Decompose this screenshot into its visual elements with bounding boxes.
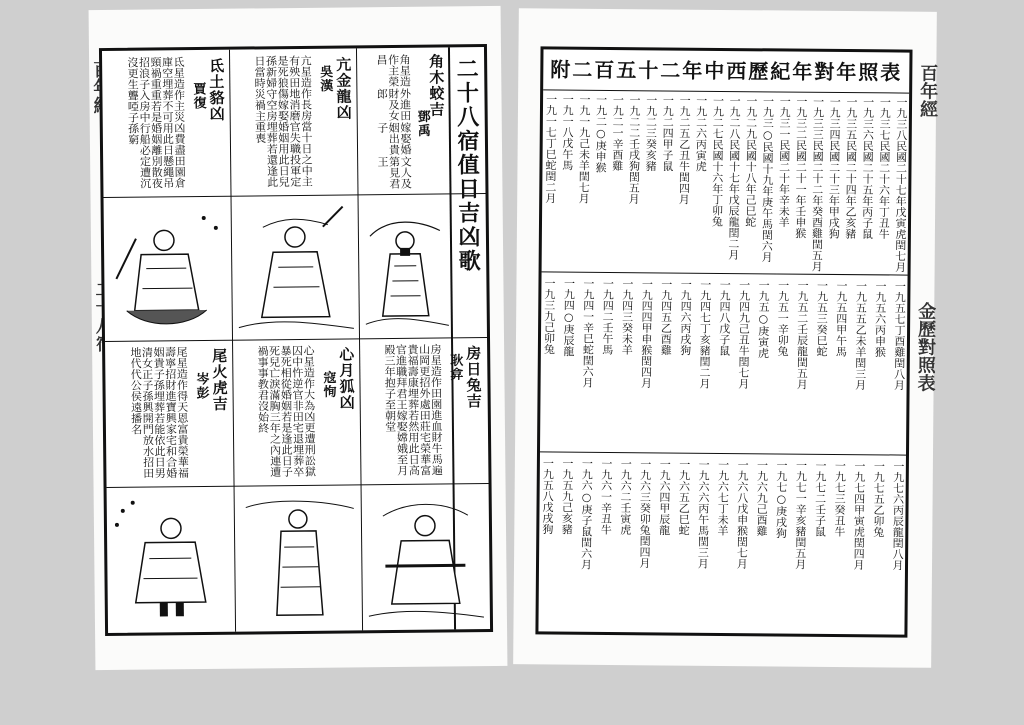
verse-line: 開門放水招田地 <box>128 346 155 479</box>
year-column: 一九四二壬午馬 <box>600 277 615 356</box>
spine-char: 歷 <box>915 319 937 338</box>
year-column: 一九二○庚申猴 <box>594 93 608 173</box>
deity-illustration-xin <box>236 486 361 627</box>
year-column: 一九六三癸卯兔閏四月 <box>637 458 652 569</box>
mansion-name: 角木蛟吉 <box>427 53 446 118</box>
verse-line: 夜招浪子入房中 <box>137 56 164 189</box>
mansion-verse <box>253 55 312 191</box>
year-column: 一九三二民國二十一年壬申猴 <box>793 95 808 239</box>
year-column: 一九一七丁巳蛇閏二月 <box>543 93 558 204</box>
year-column: 一九六五乙巳蛇 <box>677 458 691 536</box>
year-column: 一九三三民國二十二年癸酉雞閏五月 <box>810 95 825 272</box>
year-column: 一九四○庚辰龍 <box>561 277 576 357</box>
year-column: 一九四七丁亥豬閏二月 <box>697 278 712 389</box>
year-column: 一九五七丁酉雞閏八月 <box>892 280 907 391</box>
verse-line: 埋葬若然用此日 <box>406 387 421 465</box>
year-column: 一九六八戊申猴閏七月 <box>735 459 750 570</box>
mansion-verse <box>126 56 185 192</box>
year-column: 一九二七民國十六年丁卯兔 <box>710 94 725 227</box>
year-column: 一九七五乙卯兔 <box>871 460 886 538</box>
spine-text-right <box>914 64 940 118</box>
year-column: 一九六二壬寅虎 <box>618 458 633 536</box>
year-column: 一九四八戊子鼠 <box>717 278 732 357</box>
year-column: 一九二二壬戌狗閏五月 <box>627 94 642 205</box>
year-column: 一九五三癸巳蛇 <box>814 279 829 357</box>
spine-char: 表 <box>914 373 936 392</box>
year-block-1917-1938 <box>544 93 908 272</box>
mansion-verse <box>256 345 315 481</box>
verse-line: 懸繩吊頸禍重重 <box>148 56 175 189</box>
year-column: 一九四三癸未羊 <box>620 278 634 356</box>
year-block-1958-1976 <box>540 457 903 628</box>
verse-line: 兒孫新婦守空房 <box>264 55 291 188</box>
year-column: 一九五八戊戌狗 <box>540 457 555 535</box>
verse-line: 招財進寶興家宅 <box>163 368 178 446</box>
year-table <box>535 46 912 637</box>
mansion-verse <box>375 54 411 189</box>
year-column: 一九五四甲午馬 <box>834 279 849 358</box>
mansion-cell-kang <box>231 50 356 193</box>
verse-line: 更招外處田莊宅 <box>417 365 432 443</box>
year-column: 一九二五乙丑牛閏四月 <box>677 94 692 205</box>
spine-char: 年 <box>917 81 939 100</box>
verse-line: 子死兒亡淚滿胸 <box>267 345 294 478</box>
verse-line: 埋葬卒暴死相從 <box>278 345 305 478</box>
year-column: 一九五○庚寅虎 <box>756 279 771 359</box>
verse-line: 榮華富貴福壽康 <box>405 343 432 476</box>
year-column: 一九六七丁未羊 <box>716 458 730 537</box>
year-column: 一九二四甲子鼠 <box>660 94 675 172</box>
spine-char: 經 <box>916 99 939 118</box>
year-column: 一九五二壬辰龍閏五月 <box>795 279 810 390</box>
mansion-name: 亢金龍凶 <box>334 56 353 121</box>
year-column: 一九二八民國十七年戊辰龍閏二月 <box>726 95 742 261</box>
left-page <box>89 6 508 670</box>
mansion-general: 鄧禹 <box>414 109 430 138</box>
year-column: 一九五九己亥豬 <box>560 457 574 535</box>
year-column: 一九七二壬子鼠 <box>813 459 828 537</box>
verse-line: 若是婚姻離別散 <box>149 100 164 178</box>
year-column: 一九七四甲寅虎閏四月 <box>852 460 866 571</box>
verse-line: 尾星造作得天恩 <box>175 346 189 424</box>
year-column: 一九六○庚子鼠閏六月 <box>579 457 594 570</box>
verse-line: 埋葬不可用此日 <box>160 78 175 156</box>
verse-line: 氐星造作主災凶 <box>172 56 186 134</box>
year-column: 一九三○民國十九年庚午馬閏六月 <box>760 95 775 263</box>
year-column: 一九一九己未羊閏七月 <box>577 93 592 204</box>
verse-line: 嫁娶嫦娥至月殿 <box>382 343 409 476</box>
spine-char: 金 <box>915 301 937 320</box>
year-column: 一九四一辛巳蛇閏六月 <box>581 277 596 388</box>
mansion-general: 耿弇 <box>447 353 463 382</box>
verse-line: 代代公侯遠播名 <box>129 357 143 435</box>
verse-line: 埋葬若能依此日 <box>152 390 167 468</box>
table-title: 附二百五十二年中西歷紀年對年照表 <box>543 49 909 93</box>
mansion-cell-fang <box>361 339 486 482</box>
verse-line: 三年抱子至朝堂 <box>382 354 397 433</box>
year-column: 一九二三癸亥豬 <box>644 94 658 172</box>
right-page <box>513 8 937 668</box>
verse-line: 角星造作主榮昌 <box>374 53 412 88</box>
year-column: 一九七一辛亥豬閏五月 <box>793 459 808 570</box>
verse-line: 心星造作大為凶 <box>302 344 316 422</box>
year-column: 一九三六民國二十五年丙子鼠 <box>860 96 875 240</box>
year-column: 一九三七民國二十六年丁丑牛 <box>877 96 892 240</box>
verse-line: 事事教君沒始終 <box>256 356 270 434</box>
deity-illustration-wei <box>109 488 234 629</box>
mansion-name: 氐土貉凶 <box>207 57 226 122</box>
mansion-general: 賈復 <box>190 81 206 111</box>
verse-line: 田地消磨官失職 <box>287 76 302 155</box>
verse-line: 血財牛馬遍山岡 <box>417 343 444 476</box>
mansion-name: 心月狐凶 <box>337 346 356 411</box>
page-title: 二十八宿值日吉凶歌 <box>453 57 482 274</box>
year-column: 一九六九己酉雞 <box>754 459 769 537</box>
year-column: 一九七六丙辰龍閏八月 <box>890 460 905 571</box>
year-column: 一九三四民國二十三年甲戌狗 <box>827 95 842 240</box>
mansion-table <box>99 44 493 636</box>
spine-text-right-lower <box>912 302 939 392</box>
mansion-general: 吳漢 <box>317 64 333 93</box>
year-column: 一九三八民國二十七年戊寅虎閏七月 <box>893 96 909 273</box>
verse-line: 富貴榮華福壽寧 <box>163 346 190 479</box>
verse-line: 忤逆官非田宅退 <box>290 366 305 445</box>
mansion-cell-jiao <box>358 49 449 192</box>
mansion-verse <box>129 346 188 482</box>
year-column: 一九四四甲申猴閏四月 <box>639 278 654 389</box>
year-column: 一九三五民國二十四年乙亥豬 <box>843 96 859 240</box>
mansion-general: 岑彭 <box>193 371 209 401</box>
verse-line: 婚姻若是逢此日 <box>279 389 294 467</box>
spine-char: 百 <box>917 63 939 82</box>
verse-line: 費盡田園倉庫空 <box>160 56 187 189</box>
year-column: 一九二一辛酉雞 <box>610 93 625 172</box>
verse-line: 更生聾啞子孫窮 <box>125 67 140 145</box>
year-column: 一九五五乙未羊閏三月 <box>853 280 868 391</box>
year-column: 一九二九民國十八年己巳蛇 <box>743 95 758 228</box>
year-column: 一九四六丙戌狗 <box>678 278 693 356</box>
year-column: 一九二六丙寅虎 <box>694 94 708 172</box>
year-column: 一九六四甲辰龍 <box>657 458 672 536</box>
mansion-cell-xin <box>234 340 359 483</box>
deity-illustration-fang <box>363 485 488 626</box>
mansion-name: 尾火虎吉 <box>210 347 229 412</box>
verse-line: 當時災禍主重喪 <box>252 66 267 144</box>
verse-line: 三年之內連遭禍 <box>255 345 282 478</box>
mansion-verse <box>383 344 442 480</box>
verse-line: 行船必定遭沉沒 <box>125 56 152 189</box>
year-column: 一九五六丙申猴 <box>873 280 888 358</box>
deity-illustration-jiao <box>360 195 451 336</box>
year-block-1939-1957 <box>542 277 905 450</box>
year-column: 一九三九己卯兔 <box>542 277 557 355</box>
verse-line: 外進田財及女郎 <box>375 87 412 122</box>
verse-line: 文人及第見君王 <box>376 155 413 190</box>
year-column: 一九四五乙酉雞 <box>659 278 673 356</box>
spine-char: 照 <box>914 355 936 374</box>
year-column: 一九四九己丑牛閏七月 <box>736 279 751 390</box>
verse-line: 十日之中主有殃 <box>287 54 314 187</box>
verse-line: 嫁娶婚姻出貴子 <box>375 121 413 156</box>
verse-line: 更遭刑訟獄囚中 <box>290 344 317 477</box>
verse-line: 嫁娶婚姻用此日 <box>276 99 291 177</box>
verse-line: 和合婚姻貴子孫 <box>151 346 178 479</box>
year-column: 一九六六丙午馬閏三月 <box>696 458 711 569</box>
mansion-name: 房日兔吉 <box>464 345 483 410</box>
verse-line: 投軍定是死狼傷 <box>275 55 302 188</box>
verse-line: 男清女正子孫興 <box>140 346 167 479</box>
mansion-general: 寇恂 <box>320 370 336 399</box>
verse-line: 亢星造作長房當 <box>299 54 313 132</box>
year-column: 一九六一辛丑牛 <box>599 457 613 536</box>
year-column: 一九三一民國二十年辛未羊 <box>777 95 792 228</box>
year-column: 一九五一辛卯兔 <box>776 279 790 357</box>
spine-char: 對 <box>914 337 937 356</box>
verse-line: 埋葬若還逢此日 <box>252 55 279 188</box>
verse-line: 高官進職拜君王 <box>394 343 421 476</box>
year-column: 一九七○庚戌狗 <box>774 459 789 539</box>
year-column: 一九七三癸丑牛 <box>832 459 847 538</box>
mansion-cell-wei <box>107 342 232 485</box>
verse-line: 房星造作田園進 <box>429 343 443 421</box>
year-column: 一九一八戊午馬 <box>560 93 575 171</box>
deity-illustration-kang <box>233 196 358 337</box>
mansion-cell-di <box>104 52 229 195</box>
deity-illustration-di <box>106 198 231 339</box>
